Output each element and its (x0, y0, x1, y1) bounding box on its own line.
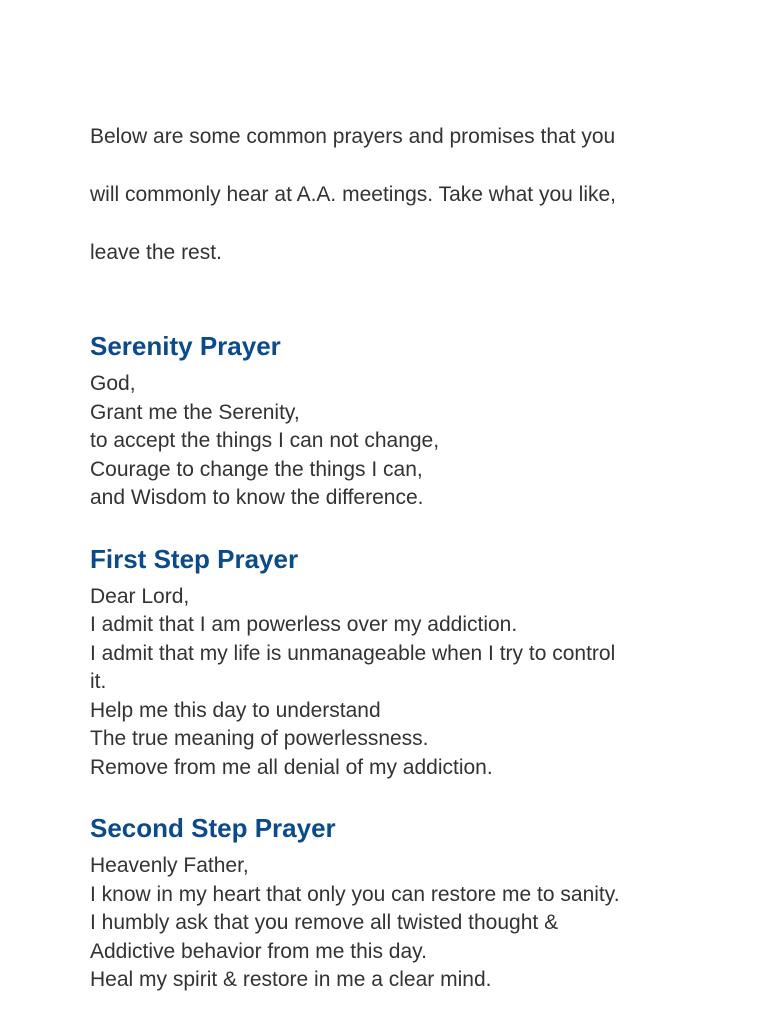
intro-line: Below are some common prayers and promises that you (90, 125, 616, 148)
section-serenity-prayer (90, 330, 690, 513)
prayer-line: Remove from me all denial of my addiction. (90, 755, 493, 779)
prayer-line: Grant me the Serenity, (90, 400, 300, 424)
prayer-line: Courage to change the things I can, (90, 457, 423, 481)
section-second-step-prayer (90, 812, 690, 995)
prayer-line: I admit that my life is unmanageable when I try to control (90, 641, 616, 665)
prayer-line: and Wisdom to know the difference. (90, 486, 424, 509)
intro-line: will commonly hear at A.A. meetings. Take what you like, (90, 183, 617, 206)
prayer-line: Dear Lord, (90, 584, 190, 608)
prayer-line: it. (90, 670, 107, 693)
prayer-line: Addictive behavior from me this day. (90, 939, 427, 963)
prayer-line: Heavenly Father, (90, 854, 249, 877)
prayer-line: Heal my spirit & restore in me a clear mind. (90, 968, 492, 991)
prayer-line: Help me this day to understand (90, 698, 381, 722)
prayer-line: I admit that I am powerless over my addiction. (90, 613, 518, 636)
section-heading: First Step Prayer (90, 543, 299, 574)
section-heading: Second Step Prayer (90, 813, 336, 843)
prayer-line: I humbly ask that you remove all twisted thought & (90, 911, 559, 934)
prayer-line: to accept the things I can not change, (90, 429, 440, 452)
document-page (90, 93, 690, 995)
prayer-lines (90, 852, 690, 995)
intro-line: leave the rest. (90, 241, 222, 264)
intro-paragraph (90, 93, 690, 296)
prayer-line: God, (90, 372, 136, 395)
prayer-line: I know in my heart that only you can restore me to sanity. (90, 882, 620, 906)
section-first-step-prayer (90, 543, 690, 783)
prayer-lines (90, 370, 690, 513)
prayer-lines (90, 583, 690, 783)
section-heading: Serenity Prayer (90, 331, 281, 361)
prayer-line: The true meaning of powerlessness. (90, 727, 429, 750)
